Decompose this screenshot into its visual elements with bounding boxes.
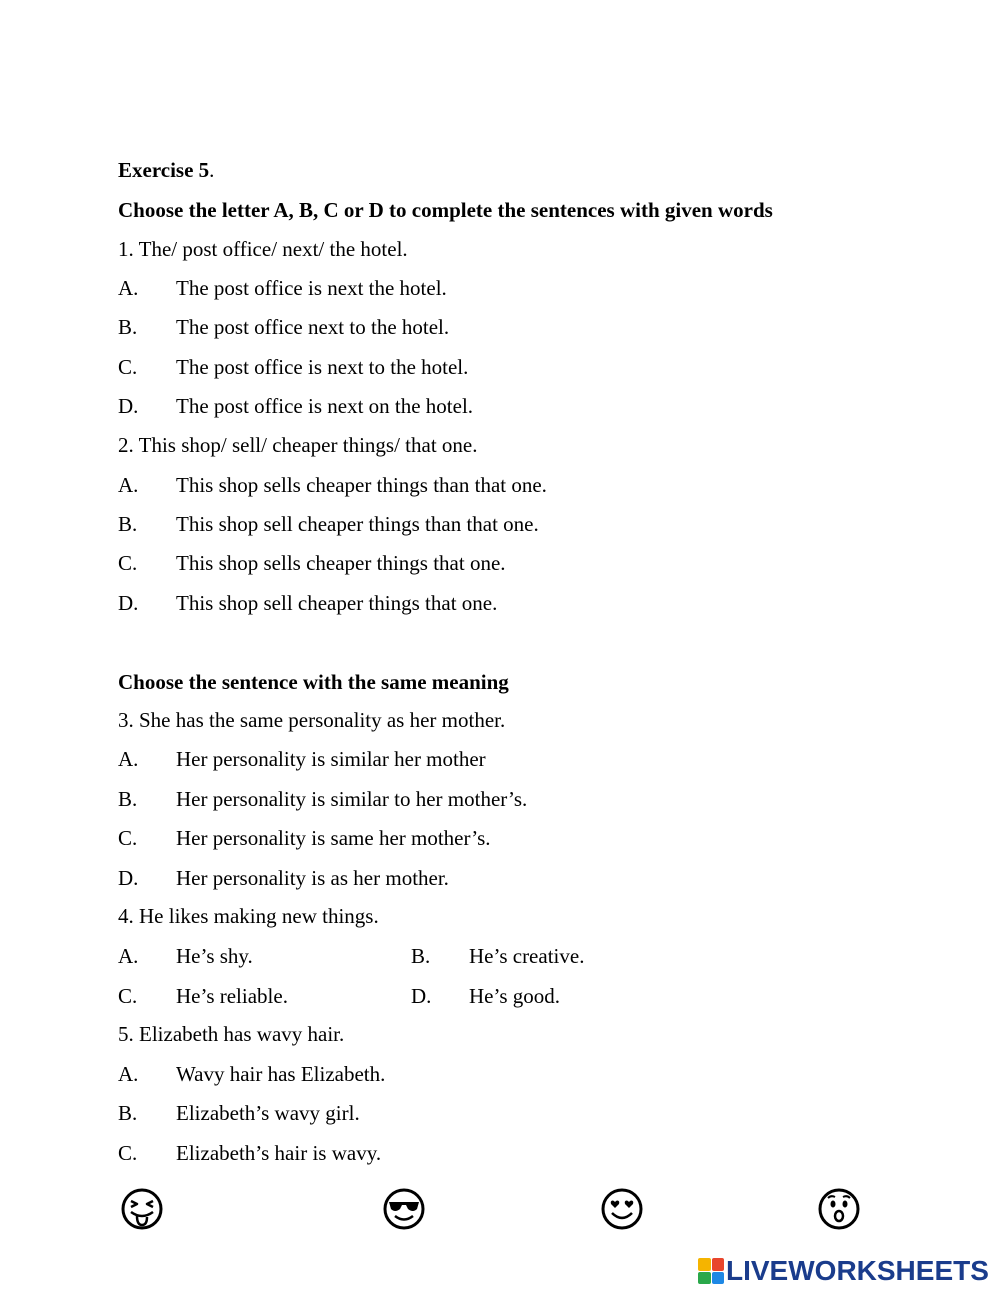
option-letter: C.	[118, 1141, 138, 1165]
option-text: Her personality is as her mother.	[176, 866, 449, 890]
option-letter: D.	[118, 394, 139, 418]
option-text: The post office is next to the hotel.	[176, 355, 469, 379]
liveworksheets-logo-icon	[698, 1258, 724, 1284]
option-letter: B.	[118, 512, 138, 536]
q5-option-a[interactable]	[118, 1062, 385, 1086]
option-letter: A.	[118, 276, 139, 300]
option-letter: C.	[118, 355, 138, 379]
option-text: The post office next to the hotel.	[176, 315, 450, 339]
q4-option-d[interactable]	[411, 984, 560, 1008]
exercise-title-suffix: .	[209, 158, 215, 182]
option-text: Her personality is same her mother’s.	[176, 826, 491, 850]
option-letter: B.	[118, 315, 138, 339]
option-letter: C.	[118, 551, 138, 575]
option-text: He’s shy.	[176, 944, 253, 968]
option-letter: B.	[118, 1101, 138, 1125]
q4-option-b[interactable]	[411, 944, 584, 968]
option-letter: C.	[118, 984, 138, 1008]
option-text: The post office is next the hotel.	[176, 276, 447, 300]
option-letter: B.	[411, 944, 431, 968]
instruction-2: Choose the sentence with the same meaning	[118, 670, 509, 694]
q3-option-a[interactable]	[118, 747, 486, 771]
option-letter: D.	[411, 984, 432, 1008]
option-text: Wavy hair has Elizabeth.	[176, 1062, 386, 1086]
q3-option-c[interactable]	[118, 826, 491, 850]
heart-eyes-emoji-icon[interactable]	[600, 1187, 644, 1231]
option-letter: A.	[118, 473, 139, 497]
option-letter: B.	[118, 787, 138, 811]
option-letter: A.	[118, 1062, 139, 1086]
option-letter: D.	[118, 591, 139, 615]
q3-option-d[interactable]	[118, 866, 449, 890]
option-text: Her personality is similar her mother	[176, 747, 486, 771]
q2-option-d[interactable]	[118, 591, 497, 615]
option-text: Elizabeth’s hair is wavy.	[176, 1141, 382, 1165]
q5-option-c[interactable]	[118, 1141, 381, 1165]
option-letter: A.	[118, 747, 139, 771]
q1-option-b[interactable]	[118, 315, 449, 339]
question-5-prompt: 5. Elizabeth has wavy hair.	[118, 1022, 345, 1046]
liveworksheets-logo	[698, 1254, 989, 1288]
exercise-title	[118, 158, 214, 182]
question-3-prompt: 3. She has the same personality as her mother.	[118, 708, 506, 732]
q1-option-a[interactable]	[118, 276, 447, 300]
option-text: Elizabeth’s wavy girl.	[176, 1101, 360, 1125]
question-2-prompt: 2. This shop/ sell/ cheaper things/ that one.	[118, 433, 478, 457]
instruction-1: Choose the letter A, B, C or D to complete the sentences with given words	[118, 198, 773, 222]
option-letter: D.	[118, 866, 139, 890]
laughing-tongue-emoji-icon[interactable]	[120, 1187, 164, 1231]
question-4-prompt: 4. He likes making new things.	[118, 904, 379, 928]
question-1-prompt: 1. The/ post office/ next/ the hotel.	[118, 237, 408, 261]
q3-option-b[interactable]	[118, 787, 527, 811]
surprised-emoji-icon[interactable]	[817, 1187, 861, 1231]
option-letter: C.	[118, 826, 138, 850]
option-text: Her personality is similar to her mother’s.	[176, 787, 528, 811]
sunglasses-emoji-icon[interactable]	[382, 1187, 426, 1231]
q2-option-a[interactable]	[118, 473, 547, 497]
q4-option-a[interactable]	[118, 944, 253, 968]
option-letter: A.	[118, 944, 139, 968]
option-text: This shop sell cheaper things that one.	[176, 591, 498, 615]
q2-option-b[interactable]	[118, 512, 539, 536]
option-text: He’s reliable.	[176, 984, 288, 1008]
option-text: The post office is next on the hotel.	[176, 394, 474, 418]
liveworksheets-logo-text: LIVEWORKSHEETS	[726, 1255, 989, 1286]
option-text: He’s good.	[469, 984, 560, 1008]
q5-option-b[interactable]	[118, 1101, 360, 1125]
option-text: He’s creative.	[469, 944, 585, 968]
exercise-title-text: Exercise 5	[118, 158, 210, 182]
q1-option-c[interactable]	[118, 355, 468, 379]
option-text: This shop sells cheaper things that one.	[176, 551, 506, 575]
q2-option-c[interactable]	[118, 551, 506, 575]
q4-option-c[interactable]	[118, 984, 288, 1008]
q1-option-d[interactable]	[118, 394, 473, 418]
option-text: This shop sell cheaper things than that one.	[176, 512, 539, 536]
option-text: This shop sells cheaper things than that one.	[176, 473, 547, 497]
